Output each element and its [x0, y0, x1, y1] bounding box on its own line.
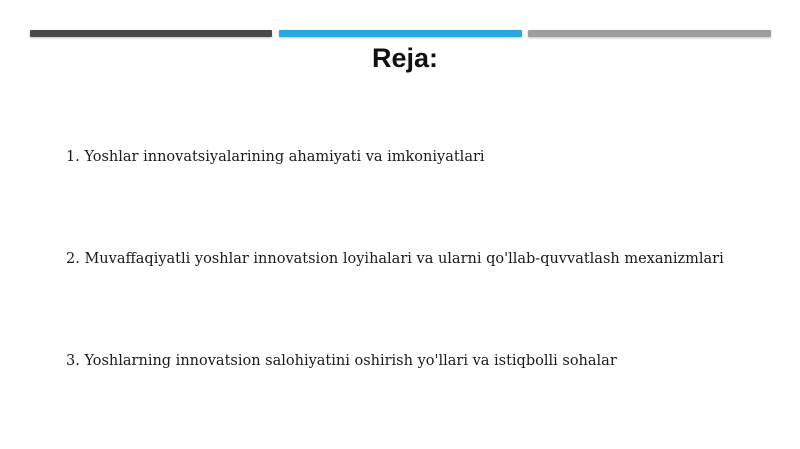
accent-bar-gray	[528, 30, 771, 37]
slide-title: Reja:	[371, 43, 439, 73]
plan-item-2: 2. Muvaffaqiyatli yoshlar innovatsion loyihalari va ularni qo'llab-quvvatlash mexanizmlari	[66, 251, 724, 267]
accent-bar-blue	[279, 30, 522, 37]
plan-item-3: 3. Yoshlarning innovatsion salohiyatini oshirish yo'llari va istiqbolli sohalar	[66, 353, 617, 369]
plan-item-1: 1. Yoshlar innovatsiyalarining ahamiyati va imkoniyatlari	[66, 149, 485, 165]
accent-bar-dark	[30, 30, 272, 37]
